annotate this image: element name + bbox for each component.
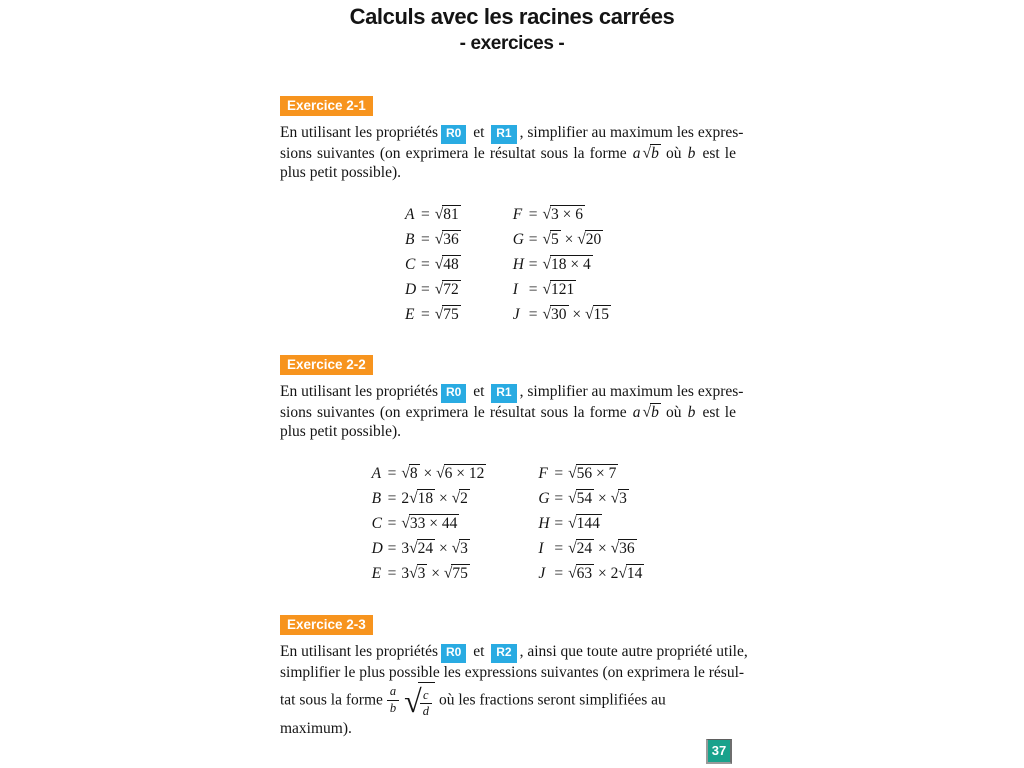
exercise-badge: Exercice 2-2	[280, 355, 373, 375]
radical-sign-icon: √	[434, 230, 444, 247]
radicand: 36	[443, 230, 459, 248]
radical-sign-icon: √	[577, 230, 586, 247]
radical-sign-icon: √	[568, 489, 577, 506]
text-run: sions suivantes (on exprimera le résultat sous la forme	[280, 144, 632, 162]
sqrt-expression	[542, 281, 576, 298]
math-item-label: I	[538, 539, 544, 557]
equals-sign: =	[420, 205, 430, 223]
math-item	[538, 536, 644, 561]
radical-sign-icon: √	[568, 464, 577, 481]
math-item	[405, 227, 461, 252]
math-item-label: A	[404, 205, 415, 223]
radicand: 48	[443, 255, 459, 273]
math-item-label: I	[512, 280, 518, 298]
radical-sign-icon: √	[404, 683, 422, 720]
radicand: 75	[443, 305, 459, 323]
radicand: 15	[593, 305, 610, 323]
radicand: 144	[576, 514, 600, 532]
sqrt-expression	[401, 515, 459, 532]
radicand: 2	[460, 489, 468, 507]
equals-sign: =	[528, 305, 538, 323]
math-item-label: C	[404, 255, 416, 273]
radical-sign-icon: √	[443, 564, 453, 581]
radicand: 18	[417, 489, 434, 507]
radicand: 63	[576, 564, 593, 582]
text-run: et	[469, 383, 489, 400]
radicand: 75	[452, 564, 468, 582]
sqrt-expression	[435, 256, 461, 273]
math-item	[538, 486, 644, 511]
math-item	[513, 277, 611, 302]
radicand: 18 × 4	[551, 255, 591, 273]
instruction-line	[280, 382, 744, 403]
property-badge: R1	[491, 384, 516, 403]
text-run: plus petit possible).	[280, 163, 401, 181]
expression-column	[405, 202, 461, 327]
radicand: 5	[551, 230, 559, 248]
math-text: ×	[419, 464, 437, 482]
math-item	[538, 561, 644, 586]
radical-sign-icon: √	[542, 230, 551, 247]
radicand: b	[651, 144, 659, 162]
property-badge: R0	[441, 125, 466, 144]
equals-sign: =	[528, 230, 538, 248]
math-item-label: F	[538, 464, 548, 482]
math-variable: b	[687, 403, 696, 421]
exercise-badge: Exercice 2-1	[280, 96, 373, 116]
equals-sign: =	[528, 255, 538, 273]
sqrt-expression	[618, 565, 644, 582]
sqrt-expression	[542, 206, 585, 223]
equals-sign: =	[420, 255, 430, 273]
fraction	[387, 685, 399, 716]
title-line-2: - exercices -	[459, 33, 565, 54]
text-run: En utilisant les propriétés	[280, 643, 438, 660]
radicand: 56 × 7	[576, 464, 617, 482]
title-line-1: Calculs avec les racines carrées	[349, 4, 675, 29]
math-item	[405, 277, 461, 302]
fraction-denominator: d	[420, 703, 432, 719]
text-run: sions suivantes (on exprimera le résultat sous la forme	[280, 403, 632, 421]
radical-sign-icon: √	[542, 280, 551, 297]
math-item-label: G	[538, 489, 550, 507]
sqrt-expression	[435, 306, 461, 323]
sqrt-expression	[444, 565, 470, 582]
radical-sign-icon: √	[568, 564, 577, 581]
equals-sign: =	[554, 464, 564, 482]
exercise-expressions	[280, 461, 736, 586]
math-item	[538, 461, 644, 486]
radical-sign-icon: √	[542, 305, 551, 322]
sqrt-expression	[643, 145, 661, 162]
math-item-label: G	[512, 230, 524, 248]
instruction-line	[280, 422, 736, 441]
sqrt-expression	[452, 490, 470, 507]
sqrt-expression	[435, 281, 461, 298]
radicand: 20	[585, 230, 602, 248]
sqrt-expression	[452, 540, 470, 557]
text-run: , simplifier au maximum les expres-	[519, 383, 744, 400]
math-item	[372, 461, 487, 486]
radicand: 24	[417, 539, 434, 557]
radical-sign-icon: √	[585, 305, 594, 322]
text-run: plus petit possible).	[280, 422, 401, 440]
radicand: 6 × 12	[444, 464, 485, 482]
radicand: 121	[551, 280, 575, 298]
text-run: tat sous la forme	[280, 690, 383, 708]
document-title	[0, 4, 1024, 56]
math-text: ×	[568, 305, 585, 323]
radical-sign-icon: √	[401, 514, 410, 531]
text-run: , simplifier au maximum les expres-	[519, 124, 744, 141]
equals-sign: =	[420, 230, 430, 248]
math-text: 2	[401, 489, 410, 507]
expression-column	[372, 461, 487, 586]
equals-sign: =	[387, 564, 397, 582]
sqrt-expression	[401, 465, 419, 482]
math-item	[372, 511, 487, 536]
sqrt-expression	[585, 306, 611, 323]
exercise-section-2	[280, 355, 744, 586]
math-text: ×	[435, 489, 452, 507]
math-item-label: F	[512, 205, 523, 223]
radical-sign-icon: √	[642, 144, 652, 161]
radical-sign-icon: √	[610, 489, 620, 506]
radicand: 3	[619, 489, 627, 507]
math-item-label: E	[404, 305, 415, 323]
radicand: 3 × 6	[551, 205, 583, 223]
radicand: 81	[443, 205, 459, 223]
math-text: ×	[427, 564, 444, 582]
sqrt-expression	[568, 490, 594, 507]
sqrt-expression	[542, 256, 592, 273]
text-run: En utilisant les propriétés	[280, 124, 438, 141]
radicand: 54	[576, 489, 593, 507]
sqrt-expression	[611, 540, 637, 557]
math-item-label: D	[404, 280, 417, 298]
math-variable: b	[687, 144, 696, 162]
math-item	[405, 202, 461, 227]
math-text: ×	[560, 230, 578, 248]
radical-sign-icon: √	[568, 514, 577, 531]
property-badge: R2	[491, 644, 516, 663]
math-item	[405, 252, 461, 277]
expression-column	[513, 202, 611, 327]
math-text: ×	[594, 489, 611, 507]
instruction-line	[280, 663, 745, 682]
sqrt-expression	[611, 490, 629, 507]
math-item	[372, 486, 487, 511]
radicand: 8	[409, 464, 418, 482]
equals-sign: =	[528, 205, 538, 223]
radical-sign-icon: √	[451, 489, 461, 506]
text-run: simplifier le plus possible les expressions suivantes (on exprimera le résul-	[280, 663, 745, 681]
math-item	[513, 227, 611, 252]
equals-sign: =	[528, 280, 538, 298]
radical-sign-icon: √	[451, 539, 461, 556]
instruction-line	[280, 163, 736, 182]
radicand: 33 × 44	[409, 514, 458, 532]
exercise-badge: Exercice 2-3	[280, 615, 373, 635]
exercise-instructions	[280, 642, 748, 738]
radicand: b	[651, 403, 659, 421]
instruction-line	[280, 144, 736, 163]
expression-column	[538, 461, 644, 586]
equals-sign: =	[554, 489, 564, 507]
math-item-label: C	[371, 514, 382, 532]
radical-sign-icon: √	[436, 464, 445, 481]
radical-sign-icon: √	[434, 280, 444, 297]
math-text: × 2	[594, 564, 619, 582]
text-run: et	[469, 643, 489, 660]
page-number-badge: 37	[706, 739, 732, 764]
equals-sign: =	[387, 514, 397, 532]
radical-sign-icon: √	[618, 564, 627, 581]
exercise-section-3	[280, 615, 748, 738]
radical-sign-icon: √	[401, 464, 410, 481]
property-badge: R0	[441, 384, 466, 403]
equals-sign: =	[420, 305, 430, 323]
math-text: 3	[401, 539, 410, 557]
equals-sign: =	[554, 564, 564, 582]
radical-sign-icon: √	[409, 489, 418, 506]
text-run: , ainsi que toute autre propriété utile,	[519, 643, 748, 660]
equals-sign: =	[387, 464, 397, 482]
sqrt-expression	[542, 306, 568, 323]
sqrt-expression	[435, 231, 461, 248]
math-text: 3	[401, 564, 410, 582]
sqrt-expression	[568, 540, 594, 557]
math-item	[513, 252, 611, 277]
instruction-line	[280, 403, 736, 422]
radicand: 14	[626, 564, 643, 582]
equals-sign: =	[554, 539, 564, 557]
radicand: 24	[576, 539, 593, 557]
text-run: et	[469, 124, 489, 141]
sqrt-expression	[409, 565, 427, 582]
math-variable: a	[632, 144, 641, 162]
text-run: où	[660, 144, 687, 162]
sqrt-expression	[435, 206, 461, 223]
math-item-label: J	[512, 305, 520, 323]
exercise-instructions	[280, 382, 744, 441]
radical-sign-icon: √	[542, 255, 551, 272]
equals-sign: =	[387, 539, 397, 557]
text-run: est le	[697, 144, 736, 162]
radical-sign-icon: √	[409, 539, 418, 556]
text-run: est le	[697, 403, 736, 421]
math-item-label: J	[538, 564, 546, 582]
sqrt-expression	[436, 465, 486, 482]
text-run: En utilisant les propriétés	[280, 383, 438, 400]
fraction-denominator: b	[387, 700, 399, 716]
radicand: 3	[417, 564, 426, 582]
sqrt-expression	[409, 540, 435, 557]
text-run: où les fractions seront simplifiées au maximum).	[280, 690, 666, 737]
radical-sign-icon: √	[434, 305, 444, 322]
math-item	[513, 302, 611, 327]
radical-sign-icon: √	[434, 255, 444, 272]
sqrt-expression	[568, 515, 602, 532]
sqrt-expression	[577, 231, 603, 248]
radical-sign-icon: √	[434, 205, 444, 222]
instruction-line	[280, 682, 736, 739]
sqrt-expression	[409, 490, 435, 507]
property-badge: R1	[491, 125, 516, 144]
instruction-line	[280, 642, 748, 663]
radicand: 72	[443, 280, 459, 298]
sqrt-expression	[568, 465, 618, 482]
fraction-sqrt-expression	[387, 682, 435, 720]
equals-sign: =	[554, 514, 564, 532]
radicand: 3	[460, 539, 468, 557]
math-item-label: D	[371, 539, 383, 557]
exercise-section-1	[280, 96, 744, 327]
text-run: où	[660, 403, 687, 421]
property-badge: R0	[441, 644, 466, 663]
sqrt-expression	[643, 404, 661, 421]
math-item	[405, 302, 461, 327]
math-item-label: B	[404, 230, 415, 248]
radical-sign-icon: √	[642, 403, 652, 420]
equals-sign: =	[420, 280, 430, 298]
math-item	[372, 536, 487, 561]
instruction-line	[280, 123, 744, 144]
math-variable: a	[632, 403, 641, 421]
fraction-numerator: a	[389, 684, 397, 698]
math-item-label: A	[371, 464, 382, 482]
exercise-instructions	[280, 123, 744, 182]
exercise-expressions	[280, 202, 736, 327]
math-item	[513, 202, 611, 227]
math-item-label: H	[538, 514, 550, 532]
equals-sign: =	[387, 489, 397, 507]
radical-sign-icon: √	[610, 539, 620, 556]
sqrt-expression	[542, 231, 560, 248]
fraction-numerator: c	[423, 687, 429, 702]
radical-sign-icon: √	[409, 564, 418, 581]
math-text: ×	[435, 539, 452, 557]
math-item	[538, 511, 644, 536]
math-item	[372, 561, 487, 586]
radical-sign-icon: √	[568, 539, 577, 556]
sqrt-expression	[568, 565, 594, 582]
math-item-label: H	[512, 255, 524, 273]
radicand: 30	[551, 305, 567, 323]
math-item-label: E	[371, 564, 382, 582]
radical-sign-icon: √	[542, 205, 551, 222]
math-item-label: B	[371, 489, 382, 507]
radicand: 36	[619, 539, 635, 557]
math-text: ×	[594, 539, 611, 557]
